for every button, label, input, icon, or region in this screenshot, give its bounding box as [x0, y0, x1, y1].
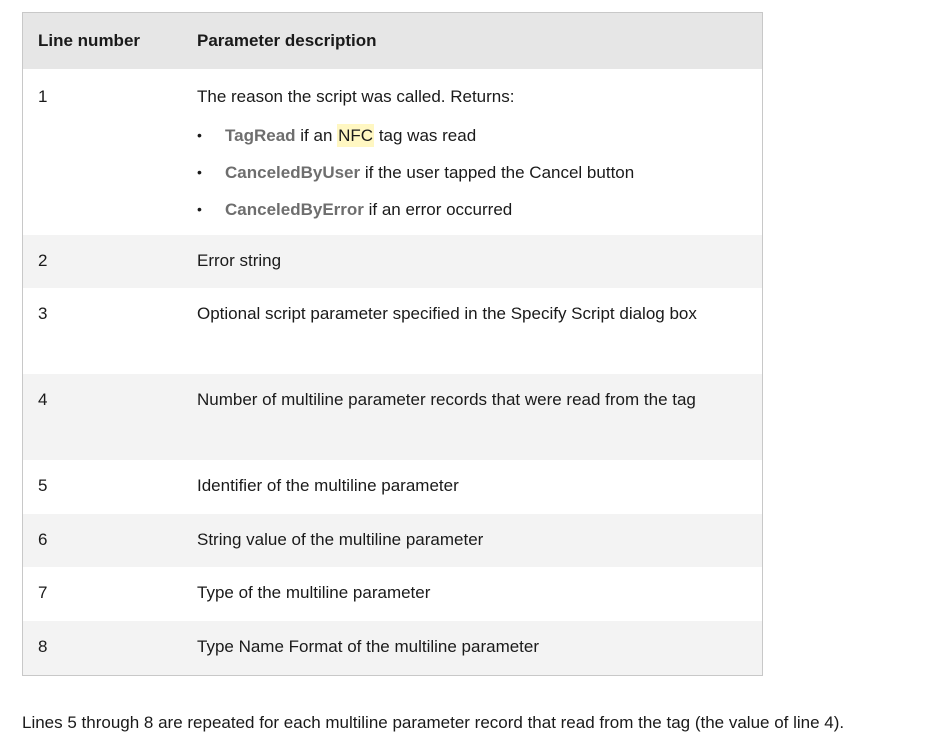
description-cell: Optional script parameter specified in the Specify Script dialog box — [197, 304, 697, 323]
line-number-cell: 8 — [38, 637, 48, 656]
description-cell: String value of the multiline parameter — [197, 530, 484, 549]
highlighted-term: NFC — [338, 126, 374, 145]
description-cell: Error string — [197, 251, 282, 270]
description-cell — [197, 81, 762, 228]
description-cell: Number of multiline parameter records that were read from the tag — [197, 390, 696, 409]
list-item-text: tag was read — [374, 126, 477, 145]
bullet-icon: • — [197, 127, 202, 143]
table-row — [23, 567, 762, 621]
list-item-text: if an error occurred — [363, 200, 513, 219]
list-item-text: if the user tapped the Cancel button — [360, 163, 635, 182]
parameter-table — [22, 12, 763, 676]
header-line-number: Line number — [38, 31, 141, 50]
description-cell: Identifier of the multiline parameter — [197, 476, 459, 495]
table-row — [23, 235, 762, 288]
line-number-cell: 7 — [38, 583, 48, 602]
list-item — [197, 154, 738, 191]
header-parameter-description: Parameter description — [197, 31, 377, 50]
keyword-canceledbyuser: CanceledByUser — [225, 163, 361, 182]
return-values-list — [197, 117, 738, 228]
description-cell: Type of the multiline parameter — [197, 583, 431, 602]
bullet-icon: • — [197, 164, 202, 180]
line-number-cell: 3 — [38, 304, 48, 323]
keyword-tagread: TagRead — [225, 126, 296, 145]
description-cell: Type Name Format of the multiline parameter — [197, 637, 540, 656]
bullet-icon: • — [197, 201, 202, 217]
list-item-text: if an — [295, 126, 338, 145]
table-row — [23, 514, 762, 567]
line-number-cell: 1 — [38, 87, 48, 106]
footnote-text: Lines 5 through 8 are repeated for each multiline parameter record that read from the tag (the value of line 4). — [22, 713, 845, 732]
table-row — [23, 69, 762, 235]
table-header-row — [23, 13, 762, 69]
table-row — [23, 621, 762, 675]
line-number-cell: 4 — [38, 390, 48, 409]
line-number-cell: 5 — [38, 476, 48, 495]
keyword-canceledbyerror: CanceledByError — [225, 200, 364, 219]
description-intro: The reason the script was called. Returns: — [197, 87, 515, 106]
line-number-cell: 6 — [38, 530, 48, 549]
list-item — [197, 117, 738, 154]
table-row — [23, 288, 762, 374]
list-item — [197, 191, 738, 228]
line-number-cell: 2 — [38, 251, 48, 270]
table-row — [23, 460, 762, 514]
table-row — [23, 374, 762, 460]
